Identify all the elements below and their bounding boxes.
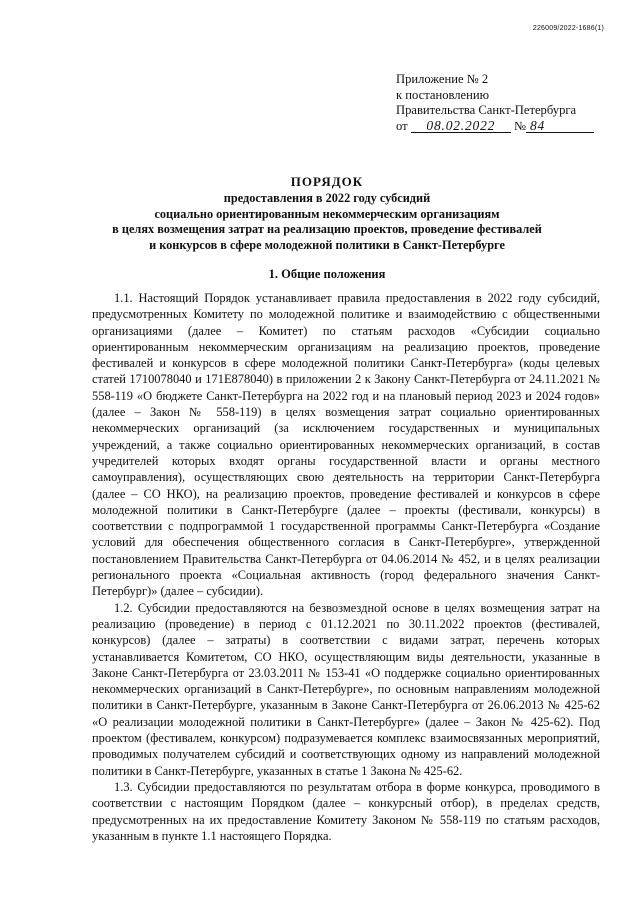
appendix-date-row — [396, 119, 594, 135]
document-registration-number: 226009/2022-1686(1) — [532, 25, 604, 32]
appendix-line-1: Приложение № 2 — [396, 72, 489, 86]
appendix-line-2: к постановлению — [396, 87, 490, 102]
number-prefix: № — [513, 118, 526, 133]
section-heading: 1. Общие положения — [268, 267, 386, 281]
appendix-block — [396, 72, 594, 134]
title-line-4: и конкурсов в сфере молодежной политики в Санкт-Петербурге — [149, 238, 505, 253]
appendix-line-3: Правительства Санкт-Петербурга — [396, 103, 577, 117]
title-main: ПОРЯДОК — [290, 174, 364, 189]
section-body — [92, 290, 600, 844]
title-line-3: в целях возмещения затрат на реализацию проектов, проведение фестивалей — [112, 222, 542, 237]
document-title — [40, 174, 614, 254]
decree-date: 08.02.2022 — [411, 119, 511, 133]
decree-number: 84 — [526, 119, 594, 133]
title-line-2: социально ориентированным некоммерческим организациям — [154, 206, 500, 221]
title-line-1: предоставления в 2022 году субсидий — [223, 190, 431, 205]
date-prefix: от — [396, 118, 408, 133]
paragraph-1-2: 1.2. Субсидии предоставляются на безвозмездной основе в целях возмещения затрат на реализацию (проведение) в период с 01.12.2021 по 30.11.2022 проектов (фестивалей, конкурсов) (далее – затраты) в соответствии с видами затрат, перечень которых устанавливается Комитетом, СО НКО, осуществляющим виды деятельности, указанные в Законе Санкт-Петербурга от 23.03.2011 № 153-41 «О поддержке социально ориентированных некоммерческих организаций в Санкт-Петербурге», по основным направлениям молодежной политики в Санкт-Петербурге, указанным в Законе Санкт-Петербурга от 26.06.2013 № 425-62 «О реализации молодежной политики в Санкт-Петербурге» (далее – Закон № 425-62). Под проектом (фестивалем, конкурсом) подразумевается комплекс взаимосвязанных мероприятий, проводимых получателем субсидий и соответствующих одному из направлений молодежной политики в Санкт-Петербурге, указанных в статье 1 Закона № 425-62. — [92, 600, 600, 778]
paragraph-1-3: 1.3. Субсидии предоставляются по результатам отбора в форме конкурса, проводимого в соответствии с настоящим Порядком (далее – конкурсный отбор), в пределах средств, предусмотренных на их предоставление Комитету Законом № 558-119 по статьям расходов, указанным в пункте 1.1 настоящего Порядка. — [92, 779, 600, 843]
paragraph-1-1: 1.1. Настоящий Порядок устанавливает правила предоставления в 2022 году субсидий, предусмотренных Комитету по молодежной политике и взаимодействию с общественными организациями (далее – Комитет) по статьям расходов «Субсидии социально ориентированным некоммерческим организациям на реализацию проектов, проведение фестивалей и конкурсов в сфере молодежной политики Санкт-Петербурга» (коды целевых статей 1710078040 и 171E878040) в приложении 2 к Закону Санкт-Петербурга от 24.11.2021 № 558-119 «О бюджете Санкт-Петербурга на 2022 год и на плановый период 2023 и 2024 годов» (далее – Закон № 558-119) в целях возмещения затрат социально ориентированных некоммерческих организаций (за исключением государственных и муниципальных учреждений, а также социально ориентированных некоммерческих организаций, в состав учредителей которых входят органы государственной власти и органы местного самоуправления), осуществляющих свою деятельность на территории Санкт-Петербурга (далее – СО НКО), на реализацию проектов, проведение фестивалей и конкурсов в сфере молодежной политики в Санкт-Петербурге (далее – проекты (фестивали, конкурсы) в соответствии с подпрограммой 1 государственной программы Санкт-Петербурга «Создание условий для обеспечения общественного согласия в Санкт-Петербурге», утвержденной постановлением Правительства Санкт-Петербурга от 04.06.2014 № 452, и в целях реализации регионального проекта «Социальная активность (город федерального значения Санкт-Петербург)» (далее – субсидии). — [92, 291, 600, 599]
